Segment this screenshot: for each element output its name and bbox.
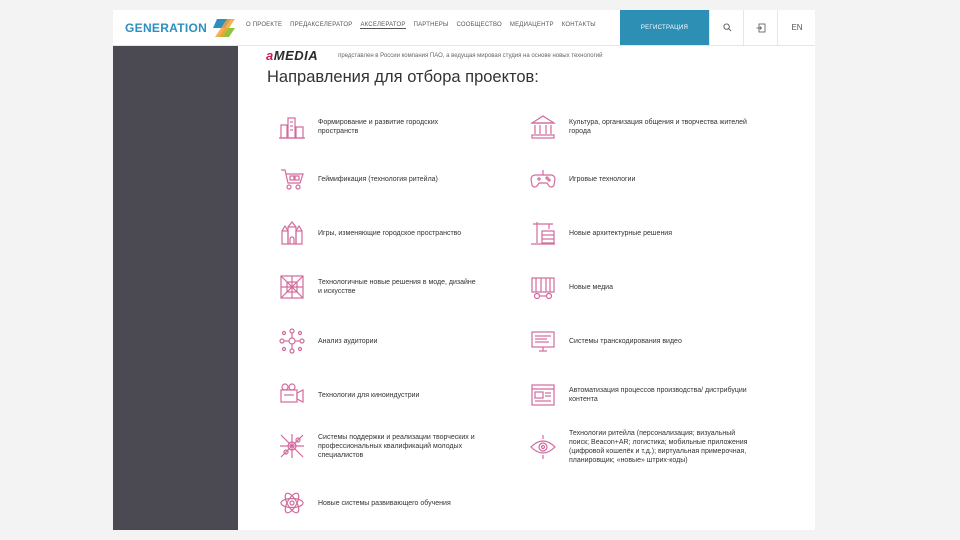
direction-label: Новые архитектурные решения [569, 229, 673, 237]
generation-logo[interactable] [125, 18, 237, 38]
content-window-icon [528, 380, 558, 410]
direction-item [528, 112, 754, 142]
main-nav [246, 22, 596, 29]
direction-item [528, 326, 754, 356]
partner-description: представлен в России компания ПАО, а ведущая мировая студия на основе новых технологий [338, 52, 603, 59]
direction-item [277, 112, 478, 142]
direction-label: Автоматизация процессов производства/ дистрибуции контента [569, 387, 747, 403]
left-sidebar [113, 46, 238, 530]
pattern-icon [277, 272, 307, 302]
language-switch[interactable]: EN [777, 10, 815, 45]
direction-item [277, 380, 478, 410]
direction-label: Культура, организация общения и творчества жителей города [569, 119, 747, 135]
nav-link-preaccelerator[interactable]: ПРЕДАКСЕЛЕРАТОР [290, 22, 353, 28]
star-burst-icon [277, 431, 307, 461]
direction-item [277, 326, 478, 356]
direction-label: Новые медиа [569, 283, 613, 291]
direction-label: Технологии для киноиндустрии [318, 391, 420, 399]
brand-name: GENERATION [125, 21, 208, 35]
direction-label: Геймификация (технология ритейла) [318, 175, 438, 183]
gamepad-icon [528, 164, 558, 194]
direction-item [528, 272, 754, 302]
direction-item [277, 431, 503, 461]
eye-scan-icon [528, 432, 558, 462]
crane-icon [528, 218, 558, 248]
nav-link-partners[interactable]: ПАРТНЕРЫ [413, 22, 449, 28]
direction-label: Системы транскодирования видео [569, 337, 682, 345]
login-button[interactable] [743, 10, 778, 45]
direction-item [277, 488, 498, 518]
film-reel-icon [528, 272, 558, 302]
city-buildings-icon [277, 112, 307, 142]
direction-item [528, 380, 754, 410]
search-button[interactable] [709, 10, 744, 45]
search-icon [723, 23, 732, 32]
logo-mark-icon [211, 17, 237, 39]
direction-item [528, 164, 754, 194]
direction-item [277, 218, 498, 248]
shopping-cart-icon [277, 164, 307, 194]
register-button[interactable]: РЕГИСТРАЦИЯ [620, 10, 709, 45]
castle-icon [277, 218, 307, 248]
main-content [238, 46, 815, 530]
nav-link-about[interactable]: О ПРОЕКТЕ [246, 22, 283, 28]
direction-label: Системы поддержки и реализации творческих и профессиональных квалификаций молодых специалистов [318, 433, 475, 459]
direction-label: Технологии ритейла (персонализация; визуальный поиск; Beacon+AR; логистика; мобильные приложения (цифровой кошелёк и т.д.); виртуальная примерочная, планировщик; «новые» штрих-коды) [569, 430, 748, 464]
direction-item [528, 218, 754, 248]
atom-icon [277, 488, 307, 518]
direction-label: Анализ аудитории [318, 337, 378, 345]
direction-label: Технологичные новые решения в моде, дизайне и искусстве [318, 279, 476, 295]
direction-item [277, 164, 478, 194]
login-icon [756, 23, 766, 33]
partner-strip [266, 48, 602, 63]
museum-icon [528, 112, 558, 142]
direction-label: Формирование и развитие городских пространств [318, 119, 439, 135]
top-navigation-bar [113, 10, 815, 46]
camera-icon [277, 380, 307, 410]
direction-item [528, 429, 757, 465]
nav-link-mediacenter[interactable]: МЕДИАЦЕНТР [509, 22, 554, 28]
amedia-logo[interactable]: aMEDIA [266, 48, 319, 63]
direction-label: Новые системы развивающего обучения [318, 499, 451, 507]
nav-link-contacts[interactable]: КОНТАКТЫ [561, 22, 596, 28]
direction-label: Игровые технологии [569, 175, 636, 183]
video-screen-icon [528, 326, 558, 356]
browser-viewport [113, 10, 815, 530]
nav-link-community[interactable]: СООБЩЕСТВО [456, 22, 502, 28]
audience-network-icon [277, 326, 307, 356]
direction-label: Игры, изменяющие городское пространство [318, 229, 462, 237]
direction-item [277, 272, 478, 302]
nav-link-accelerator[interactable]: АКСЕЛЕРАТОР [360, 22, 406, 28]
page-heading: Направления для отбора проектов: [267, 68, 539, 86]
